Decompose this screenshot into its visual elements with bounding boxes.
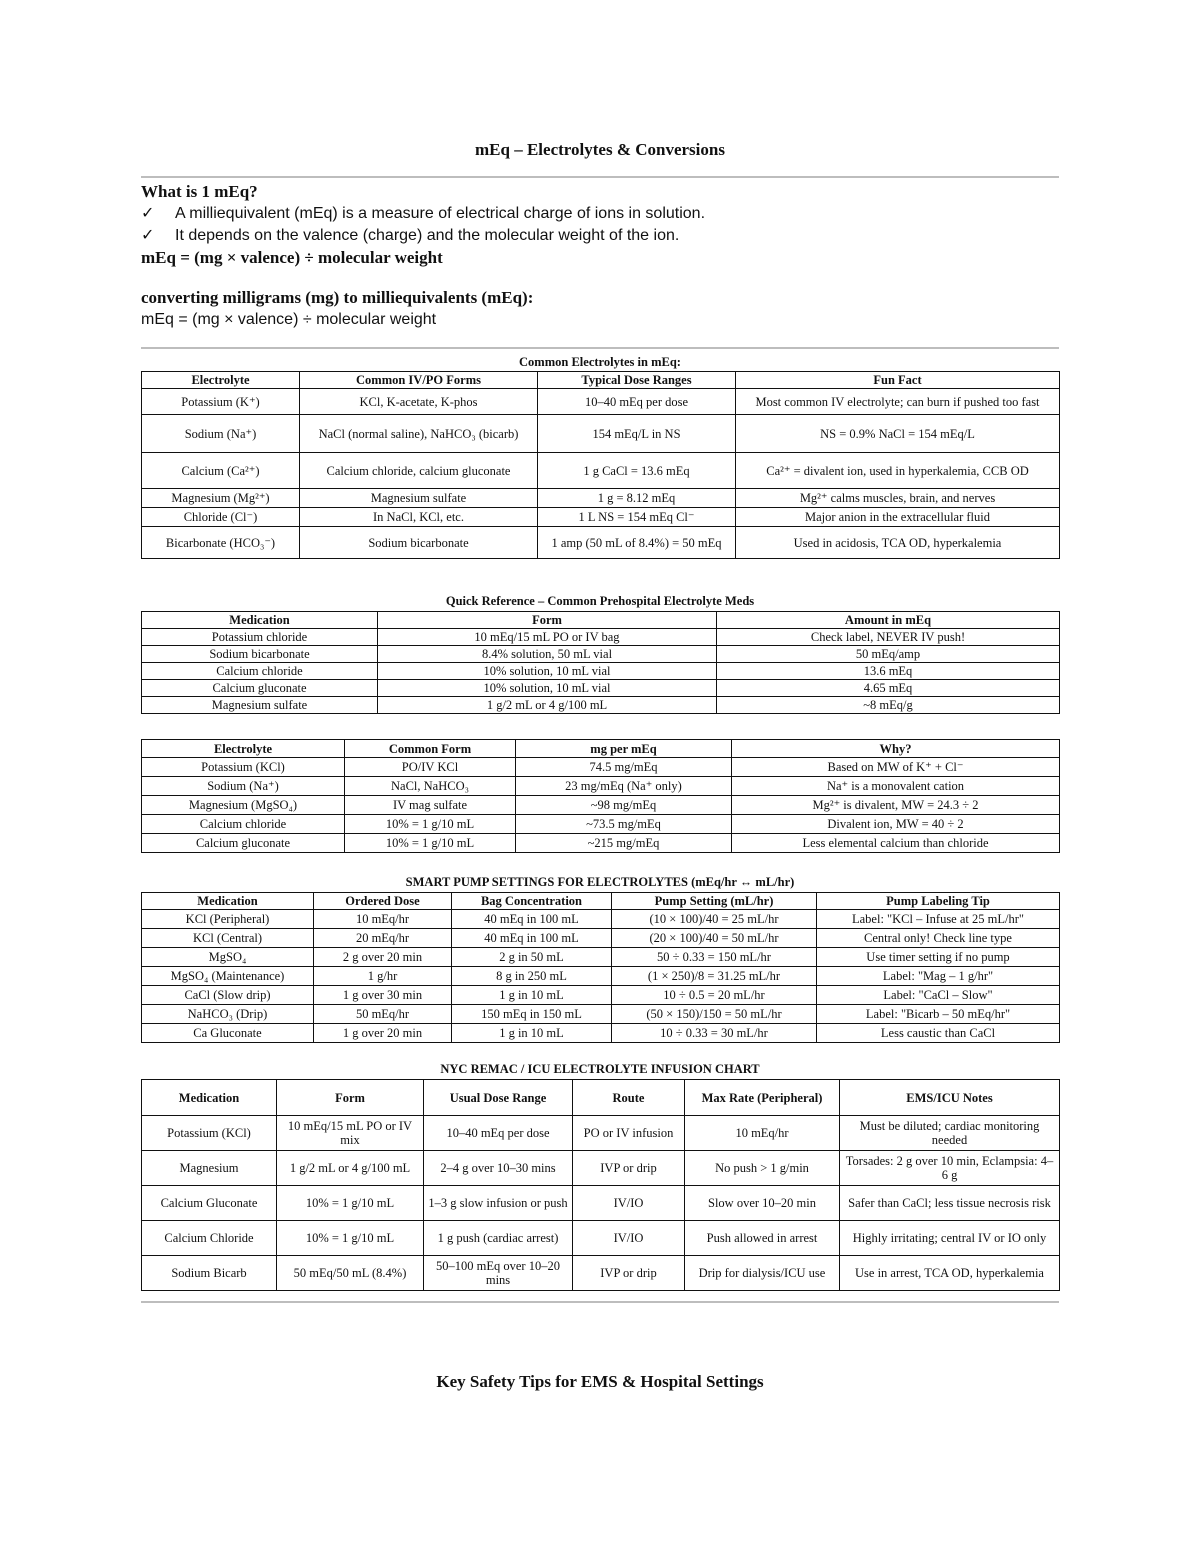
table-cell: Safer than CaCl; less tissue necrosis risk: [840, 1186, 1060, 1221]
table-cell: Divalent ion, MW = 40 ÷ 2: [732, 815, 1060, 834]
table-cell: ~8 mEq/g: [717, 697, 1060, 714]
table-row: [142, 758, 1060, 777]
table-row: [142, 834, 1060, 853]
table-cell: 10% = 1 g/10 mL: [277, 1186, 424, 1221]
table-cell: No push > 1 g/min: [685, 1151, 840, 1186]
table-cell: 1 amp (50 mL of 8.4%) = 50 mEq: [538, 527, 736, 559]
table-cell: Push allowed in arrest: [685, 1221, 840, 1256]
table-cell: Calcium gluconate: [142, 834, 345, 853]
table-row: [142, 1024, 1060, 1043]
table-cell: NaCl (normal saline), NaHCO₃ (bicarb): [300, 415, 538, 453]
table-cell: 154 mEq/L in NS: [538, 415, 736, 453]
table-row: [142, 508, 1060, 527]
table-cell: Most common IV electrolyte; can burn if pushed too fast: [736, 389, 1060, 415]
table-row: [142, 527, 1060, 559]
table-cell: 1 L NS = 154 mEq Cl⁻: [538, 508, 736, 527]
header-row: [142, 372, 1060, 389]
table-cell: Less caustic than CaCl: [817, 1024, 1060, 1043]
header-row: [142, 740, 1060, 758]
formula: mEq = (mg × valence) ÷ molecular weight: [141, 248, 443, 267]
table-row: [142, 1005, 1060, 1024]
column-header: EMS/ICU Notes: [840, 1080, 1060, 1116]
table-cell: 1 g/hr: [314, 967, 452, 986]
table-cell: IV mag sulfate: [345, 796, 516, 815]
table-row: [142, 489, 1060, 508]
table-cell: Calcium chloride: [142, 815, 345, 834]
table-cell: Potassium chloride: [142, 629, 378, 646]
table-cell: 20 mEq/hr: [314, 929, 452, 948]
table-cell: 23 mg/mEq (Na⁺ only): [516, 777, 732, 796]
column-header: Form: [378, 612, 717, 629]
intro-section: [141, 181, 1059, 331]
table-cell: 74.5 mg/mEq: [516, 758, 732, 777]
table-cell: Label: "Bicarb – 50 mEq/hr": [817, 1005, 1060, 1024]
table-row: [142, 910, 1060, 929]
table-cell: 10% = 1 g/10 mL: [345, 815, 516, 834]
column-header: Fun Fact: [736, 372, 1060, 389]
table-cell: 8.4% solution, 50 mL vial: [378, 646, 717, 663]
table-cell: 1 g in 10 mL: [452, 1024, 612, 1043]
table-cell: 1 g = 8.12 mEq: [538, 489, 736, 508]
table-cell: Major anion in the extracellular fluid: [736, 508, 1060, 527]
table-cell: KCl (Peripheral): [142, 910, 314, 929]
table-cell: MgSO₄ (Maintenance): [142, 967, 314, 986]
table-cell: Use in arrest, TCA OD, hyperkalemia: [840, 1256, 1060, 1291]
table-cell: NaCl, NaHCO₃: [345, 777, 516, 796]
table-row: [142, 986, 1060, 1005]
table-cell: 150 mEq in 150 mL: [452, 1005, 612, 1024]
table-cell: 2 g over 20 min: [314, 948, 452, 967]
table-cell: Sodium bicarbonate: [142, 646, 378, 663]
table-cell: 2 g in 50 mL: [452, 948, 612, 967]
column-header: Max Rate (Peripheral): [685, 1080, 840, 1116]
table-cell: 10–40 mEq per dose: [538, 389, 736, 415]
table-cell: Less elemental calcium than chloride: [732, 834, 1060, 853]
table-cell: 10% solution, 10 mL vial: [378, 663, 717, 680]
table-cell: NS = 0.9% NaCl = 154 mEq/L: [736, 415, 1060, 453]
table-row: [142, 1221, 1060, 1256]
table-cell: Sodium (Na⁺): [142, 415, 300, 453]
table-cell: Ca²⁺ = divalent ion, used in hyperkalemia, CCB OD: [736, 453, 1060, 489]
table-cell: 1 g in 10 mL: [452, 986, 612, 1005]
table-cell: Magnesium: [142, 1151, 277, 1186]
table-cell: 8 g in 250 mL: [452, 967, 612, 986]
table-cell: Highly irritating; central IV or IO only: [840, 1221, 1060, 1256]
header-row: [142, 612, 1060, 629]
column-header: Pump Setting (mL/hr): [612, 893, 817, 910]
table-cell: Calcium Chloride: [142, 1221, 277, 1256]
column-header: Usual Dose Range: [424, 1080, 573, 1116]
table-cell: In NaCl, KCl, etc.: [300, 508, 538, 527]
table-cell: 10 mEq/15 mL PO or IV bag: [378, 629, 717, 646]
table-cell: Chloride (Cl⁻): [142, 508, 300, 527]
table-cell: 50 mEq/hr: [314, 1005, 452, 1024]
table-cell: 10% solution, 10 mL vial: [378, 680, 717, 697]
table-cell: 50 mEq/amp: [717, 646, 1060, 663]
table-cell: 50 ÷ 0.33 = 150 mL/hr: [612, 948, 817, 967]
prehospital-meds-table: [141, 611, 1060, 714]
table-row: [142, 629, 1060, 646]
table-cell: Mg²⁺ is divalent, MW = 24.3 ÷ 2: [732, 796, 1060, 815]
table-cell: KCl, K-acetate, K-phos: [300, 389, 538, 415]
table-row: [142, 1186, 1060, 1221]
table-cell: Based on MW of K⁺ + Cl⁻: [732, 758, 1060, 777]
table-cell: 1 g over 20 min: [314, 1024, 452, 1043]
column-header: Medication: [142, 893, 314, 910]
intro-heading: What is 1 mEq?: [141, 182, 258, 201]
table-cell: Bicarbonate (HCO₃⁻): [142, 527, 300, 559]
table-cell: IVP or drip: [573, 1151, 685, 1186]
column-header: Form: [277, 1080, 424, 1116]
table-cell: ~98 mg/mEq: [516, 796, 732, 815]
table-cell: Drip for dialysis/ICU use: [685, 1256, 840, 1291]
table-cell: 13.6 mEq: [717, 663, 1060, 680]
table-cell: PO or IV infusion: [573, 1116, 685, 1151]
table-row: [142, 646, 1060, 663]
page-title: mEq – Electrolytes & Conversions: [475, 140, 725, 159]
section-heading-safety-tips: Key Safety Tips for EMS & Hospital Settings: [436, 1372, 764, 1391]
table-cell: Magnesium (Mg²⁺): [142, 489, 300, 508]
table-row: [142, 680, 1060, 697]
table-cell: Calcium chloride, calcium gluconate: [300, 453, 538, 489]
table-row: [142, 1116, 1060, 1151]
table-cell: CaCl (Slow drip): [142, 986, 314, 1005]
column-header: Common Form: [345, 740, 516, 758]
table-row: [142, 453, 1060, 489]
table-cell: Potassium (KCl): [142, 758, 345, 777]
check-mark-icon: ✓: [141, 227, 155, 244]
column-header: mg per mEq: [516, 740, 732, 758]
table-cell: 1 g CaCl = 13.6 mEq: [538, 453, 736, 489]
table-cell: 1 g push (cardiac arrest): [424, 1221, 573, 1256]
table-cell: (1 × 250)/8 = 31.25 mL/hr: [612, 967, 817, 986]
table-cell: PO/IV KCl: [345, 758, 516, 777]
table5-caption: NYC REMAC / ICU ELECTROLYTE INFUSION CHART: [440, 1062, 760, 1076]
table-cell: 10 mEq/hr: [314, 910, 452, 929]
table-cell: Label: "Mag – 1 g/hr": [817, 967, 1060, 986]
table-cell: Sodium Bicarb: [142, 1256, 277, 1291]
table-cell: MgSO₄: [142, 948, 314, 967]
column-header: Electrolyte: [142, 740, 345, 758]
table-cell: (20 × 100)/40 = 50 mL/hr: [612, 929, 817, 948]
table-cell: 10% = 1 g/10 mL: [345, 834, 516, 853]
table-cell: Calcium chloride: [142, 663, 378, 680]
table-cell: Na⁺ is a monovalent cation: [732, 777, 1060, 796]
table2-caption: Quick Reference – Common Prehospital Electrolyte Meds: [445, 594, 755, 608]
table-cell: ~73.5 mg/mEq: [516, 815, 732, 834]
table-cell: 40 mEq in 100 mL: [452, 910, 612, 929]
smart-pump-table: [141, 892, 1060, 1043]
table-cell: Ca Gluconate: [142, 1024, 314, 1043]
table-cell: 10% = 1 g/10 mL: [277, 1221, 424, 1256]
table-cell: (50 × 150)/150 = 50 mL/hr: [612, 1005, 817, 1024]
table-cell: Label: "CaCl – Slow": [817, 986, 1060, 1005]
column-header: Ordered Dose: [314, 893, 452, 910]
column-header: Amount in mEq: [717, 612, 1060, 629]
table-row: [142, 948, 1060, 967]
table-cell: Label: "KCl – Infuse at 25 mL/hr": [817, 910, 1060, 929]
infusion-chart-table: [141, 1079, 1060, 1291]
table-row: [142, 815, 1060, 834]
table-cell: Potassium (K⁺): [142, 389, 300, 415]
mg-per-meq-table: [141, 739, 1060, 853]
table-cell: Used in acidosis, TCA OD, hyperkalemia: [736, 527, 1060, 559]
table-cell: 50–100 mEq over 10–20 mins: [424, 1256, 573, 1291]
table-cell: Magnesium (MgSO₄): [142, 796, 345, 815]
table-row: [142, 697, 1060, 714]
check-mark-icon: ✓: [141, 205, 155, 222]
column-header: Medication: [142, 612, 378, 629]
bullet-item: [141, 203, 1059, 225]
divider: [141, 347, 1059, 349]
table-row: [142, 967, 1060, 986]
table-cell: IV/IO: [573, 1221, 685, 1256]
common-electrolytes-table: [141, 371, 1060, 559]
table-row: [142, 415, 1060, 453]
divider: [141, 1301, 1059, 1303]
table-cell: Potassium (KCl): [142, 1116, 277, 1151]
table-cell: Check label, NEVER IV push!: [717, 629, 1060, 646]
header-row: [142, 893, 1060, 910]
column-header: Bag Concentration: [452, 893, 612, 910]
table-row: [142, 929, 1060, 948]
bullet-item: [141, 225, 1059, 247]
table4-caption: SMART PUMP SETTINGS FOR ELECTROLYTES (mEq/hr ↔ mL/hr): [405, 875, 795, 889]
table-cell: Use timer setting if no pump: [817, 948, 1060, 967]
table-cell: 40 mEq in 100 mL: [452, 929, 612, 948]
table-cell: Calcium gluconate: [142, 680, 378, 697]
column-header: Electrolyte: [142, 372, 300, 389]
table-cell: IVP or drip: [573, 1256, 685, 1291]
table-cell: 10 mEq/hr: [685, 1116, 840, 1151]
table-cell: 2–4 g over 10–30 mins: [424, 1151, 573, 1186]
converting-formula: mEq = (mg × valence) ÷ molecular weight: [141, 311, 437, 328]
column-header: Why?: [732, 740, 1060, 758]
table-row: [142, 663, 1060, 680]
table-cell: 10 mEq/15 mL PO or IV mix: [277, 1116, 424, 1151]
table-cell: (10 × 100)/40 = 25 mL/hr: [612, 910, 817, 929]
table-row: [142, 1256, 1060, 1291]
table-row: [142, 389, 1060, 415]
table-cell: 4.65 mEq: [717, 680, 1060, 697]
table-cell: ~215 mg/mEq: [516, 834, 732, 853]
table-cell: KCl (Central): [142, 929, 314, 948]
column-header: Route: [573, 1080, 685, 1116]
table-cell: NaHCO₃ (Drip): [142, 1005, 314, 1024]
table-row: [142, 777, 1060, 796]
table-cell: Magnesium sulfate: [300, 489, 538, 508]
table-row: [142, 1151, 1060, 1186]
table-cell: IV/IO: [573, 1186, 685, 1221]
table-cell: Sodium bicarbonate: [300, 527, 538, 559]
table-cell: Calcium (Ca²⁺): [142, 453, 300, 489]
table-cell: Must be diluted; cardiac monitoring needed: [840, 1116, 1060, 1151]
column-header: Pump Labeling Tip: [817, 893, 1060, 910]
bullet-text: It depends on the valence (charge) and the molecular weight of the ion.: [175, 227, 680, 244]
converting-heading: converting milligrams (mg) to milliequivalents (mEq):: [141, 288, 534, 307]
table-cell: 50 mEq/50 mL (8.4%): [277, 1256, 424, 1291]
table-cell: 10 ÷ 0.33 = 30 mL/hr: [612, 1024, 817, 1043]
table-cell: 1 g over 30 min: [314, 986, 452, 1005]
column-header: Typical Dose Ranges: [538, 372, 736, 389]
table-cell: Slow over 10–20 min: [685, 1186, 840, 1221]
table-cell: 10–40 mEq per dose: [424, 1116, 573, 1151]
table-cell: 10 ÷ 0.5 = 20 mL/hr: [612, 986, 817, 1005]
header-row: [142, 1080, 1060, 1116]
table-cell: 1 g/2 mL or 4 g/100 mL: [378, 697, 717, 714]
table1-caption: Common Electrolytes in mEq:: [519, 355, 681, 369]
table-cell: Mg²⁺ calms muscles, brain, and nerves: [736, 489, 1060, 508]
table-cell: 1 g/2 mL or 4 g/100 mL: [277, 1151, 424, 1186]
divider: [141, 176, 1059, 178]
table-cell: 1–3 g slow infusion or push: [424, 1186, 573, 1221]
table-cell: Central only! Check line type: [817, 929, 1060, 948]
table-cell: Calcium Gluconate: [142, 1186, 277, 1221]
column-header: Common IV/PO Forms: [300, 372, 538, 389]
table-row: [142, 796, 1060, 815]
bullet-text: A milliequivalent (mEq) is a measure of electrical charge of ions in solution.: [175, 205, 706, 222]
table-cell: Sodium (Na⁺): [142, 777, 345, 796]
column-header: Medication: [142, 1080, 277, 1116]
table-cell: Torsades: 2 g over 10 min, Eclampsia: 4–6 g: [840, 1151, 1060, 1186]
table-cell: Magnesium sulfate: [142, 697, 378, 714]
